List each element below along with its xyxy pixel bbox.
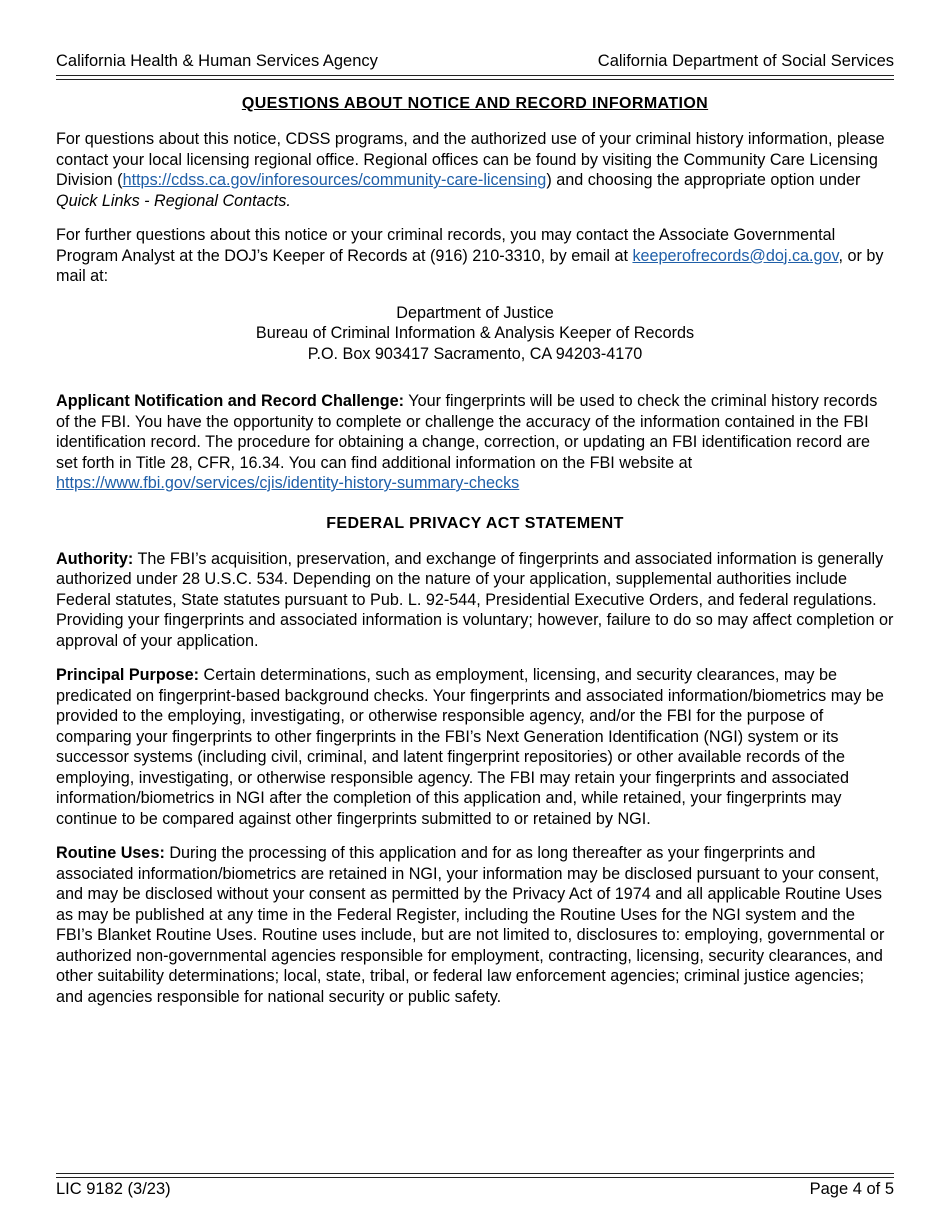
questions-text: For questions about this notice, CDSS programs, and the authorized use of your criminal history information, please contact your local licensing regional office. Regional offices can be found by visiting the Community Care Licensing Division ( [56,130,885,189]
questions-paragraph [56,129,894,211]
mailing-address [56,303,894,365]
questions-heading: QUESTIONS ABOUT NOTICE AND RECORD INFORMATION [241,95,709,112]
doj-contact-text-cont: , or by mail at: [56,246,884,285]
fbi-link[interactable]: https://www.fbi.gov/services/cjis/identity-history-summary-checks [56,474,520,492]
page-number: Page 4 of 5 [809,1180,894,1198]
routine-uses-text: During the processing of this application and for as long thereafter as your fingerprints and associated information/biometrics are retained in NGI, your information may be disclosed pursuant to your consent, and may be disclosed without your consent as permitted by the Privacy Act of 1974 and all applicable Routine Uses as may be published at any time in the Federal Register, including the Routine Uses for the NGI system and the FBI’s Blanket Routine Uses. Routine uses include, but are not limited to, disclosures to: employing, governmental or authorized non-governmental agencies responsible for employment, contracting, licensing, security clearances, and other suitability determinations; local, state, tribal, or federal law enforcement agencies; criminal justice agencies; and agencies responsible for national security or public safety. [56,844,885,1006]
page-header [56,51,894,71]
header-rule-secondary [56,79,894,80]
page-footer [56,1179,894,1199]
document-page [56,0,894,1230]
keeper-email-link[interactable]: keeperofrecords@doj.ca.gov [632,246,839,265]
doj-contact-paragraph [56,225,894,287]
agency-name: California Health & Human Services Agency [56,52,378,70]
address-line: Bureau of Criminal Information & Analysis Keeper of Records [255,324,695,342]
principal-purpose-label: Principal Purpose: [56,666,200,684]
footer-rule [56,1177,894,1178]
ccld-link[interactable]: https://cdss.ca.gov/inforesources/community-care-licensing [122,171,547,189]
address-line: Department of Justice [396,303,554,322]
questions-text-cont: ) and choosing the appropriate option under [546,171,861,189]
principal-purpose-text: Certain determinations, such as employment, licensing, and security clearances, may be predicated on fingerprint-based background checks. Your fingerprints and associated information/biometrics may be provided to the employing, investigating, or otherwise responsible agency, and/or the FBI for the purpose of comparing your fingerprints to other fingerprints in the FBI’s Next Generation Identification (NGI) system or its successor systems (including civil, criminal, and latent fingerprint repositories) or other available records of the employing, investigating, or otherwise responsible agency. The FBI may retain your fingerprints and associated information/biometrics in NGI after the completion of this application and, while retained, your fingerprints may continue to be compared against other fingerprints submitted to or retained by NGI. [56,666,884,828]
privacy-act-heading: FEDERAL PRIVACY ACT STATEMENT [326,514,624,532]
applicant-notification-text: Your fingerprints will be used to check the criminal history records of the FBI. You have the opportunity to complete or challenge the accuracy of the information contained in the FBI identification record. The procedure for obtaining a change, correction, or updating an FBI identification record are set forth in Title 28, CFR, 16.34. You can find additional information on the FBI website at [56,392,878,472]
form-id: LIC 9182 (3/23) [56,1180,171,1198]
routine-uses-label: Routine Uses: [56,844,165,862]
routine-uses-paragraph [56,843,894,1007]
authority-paragraph [56,549,894,652]
principal-purpose-paragraph [56,665,894,829]
department-name: California Department of Social Services [597,52,894,70]
header-rule [56,75,894,76]
authority-label: Authority: [56,549,134,568]
address-line: P.O. Box 903417 Sacramento, CA 94203-4170 [307,344,643,363]
applicant-notification-label: Applicant Notification and Record Challenge: [56,392,405,410]
authority-text: The FBI’s acquisition, preservation, and exchange of fingerprints and associated information is generally authorized under 28 U.S.C. 534. Depending on the nature of your application, supplemental authorities include Federal statutes, State statutes pursuant to Pub. L. 92-544, Presidential Executive Orders, and federal regulations. Providing your fingerprints and associated information is voluntary; however, failure to do so may affect completion or approval of your application. [56,549,894,650]
page-content [56,94,894,1007]
quick-links-text: Quick Links - Regional Contacts. [56,191,291,210]
applicant-notification-paragraph [56,391,894,494]
doj-contact-text: For further questions about this notice or your criminal records, you may contact the Associate Governmental Program Analyst at the DOJ’s Keeper of Records at (916) 210-3310, by email at [56,226,836,265]
footer-rule-secondary [56,1173,894,1174]
